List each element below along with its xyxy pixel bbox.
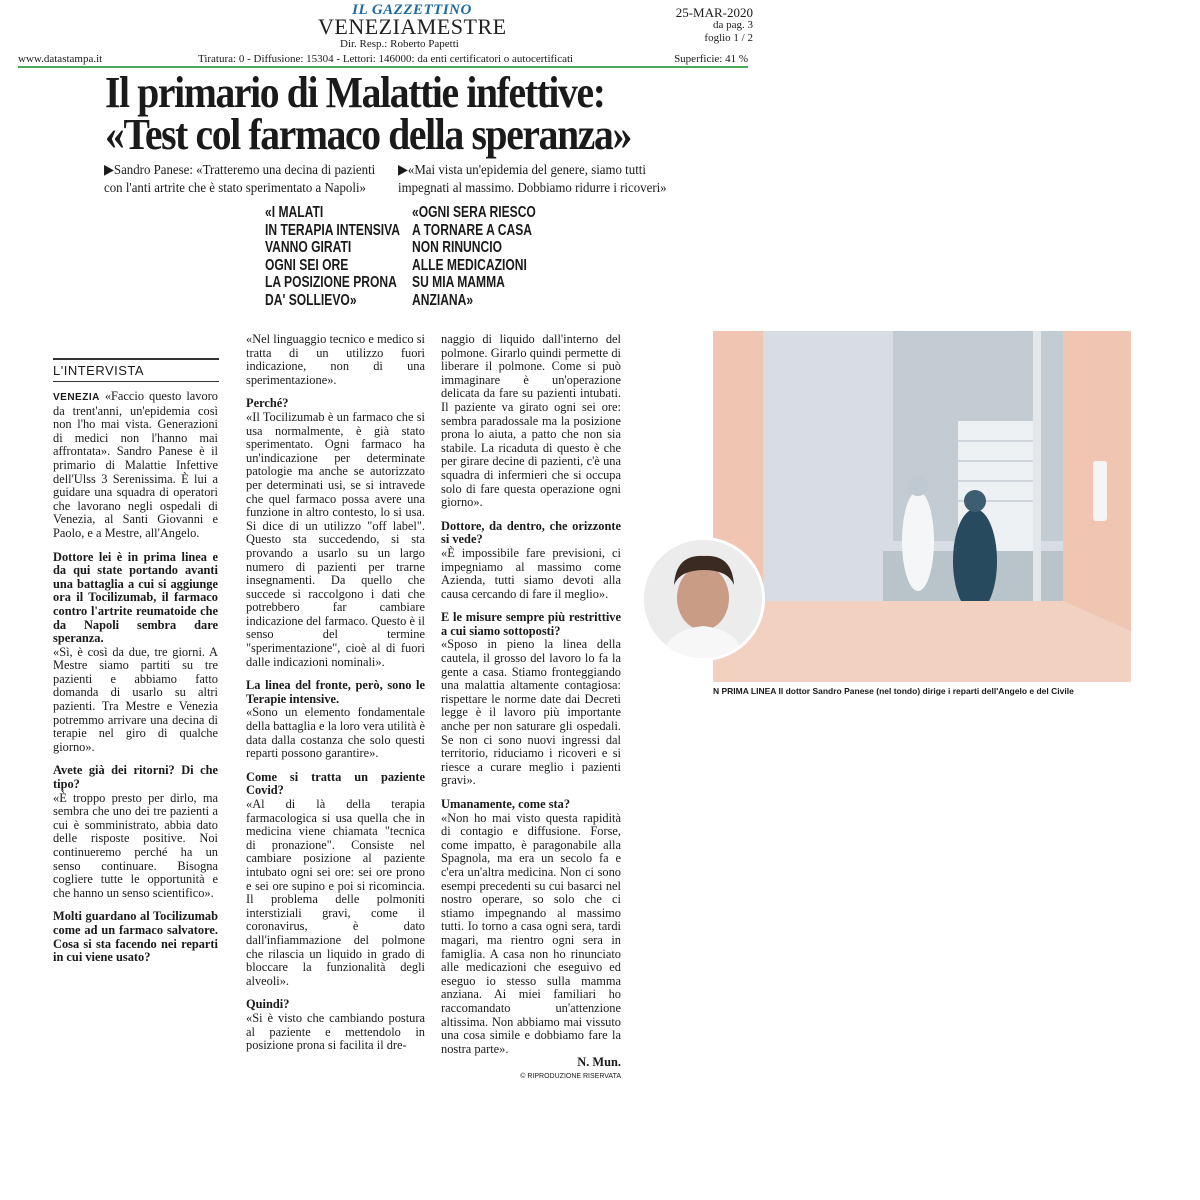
answer: «Non ho mai visto questa rapidità di contagio e diffusione. Forse, come impatto, è paragonabile alla Spagnola, ma era un secolo fa e c'era un'altra medicina. Non ci sono esempi precedenti su cui basarci nel nostro operare, so solo che ci stiamo impegnando al massimo tutti. Io torno a casa ogni sera, tardi magari, ma rientro ogni sera in famiglia. A casa non ho rinunciato alle medicazioni che eseguivo ed eseguo io stesso sulla mamma anziana. Ai miei familiari ho raccomandato un'attenzione altissima. Non abbiamo mai vissuto una cosa simile e dobbiamo fare la nostra parte». (441, 810, 621, 1056)
circulation-info: Tiratura: 0 - Diffusione: 15304 - Lettori: 146000: da enti certificatori o autocertificati (198, 53, 574, 65)
article-column-2 (246, 333, 425, 1053)
hospital-photo-illustration (713, 331, 1131, 682)
question: Umanamente, come sta? (441, 797, 571, 811)
question: Molti guardano al Tocilizumab come ad un farmaco salvatore. Cosa si sta facendo nei reparti in cui viene usato? (53, 909, 218, 965)
answer: «Sono un elemento fondamentale della battaglia e la loro vera utilità è data dalla costanza che solo questi reparti possono garantire». (246, 705, 425, 761)
article-column-3 (441, 333, 621, 1083)
pullquote-left: «I MALATI IN TERAPIA INTENSIVA VANNO GIRATI OGNI SEI ORE LA POSIZIONE PRONA DA' SOLLIEVO» (265, 204, 401, 309)
question: Perché? (246, 396, 289, 411)
clipping-sheet: foglio 1 / 2 (704, 32, 753, 44)
author-signature: N. Mun. (577, 1055, 621, 1070)
answer: naggio di liquido dall'interno del polmone. Girarlo quindi permette di liberare il polmone. Come si può immaginare è un'operazione delicata da fare su pazienti intubati. Il paziente va girato ogni sei ore: sembra paradossale ma la posizione prona lo aiuta, a patto che non sia stabile. La ricaduta di questo è che per girare decine di pazienti, c'è una squadra di infermieri che si occupa solo di fare questa operazione ogni giorno». (441, 332, 621, 510)
headline-line-1: Il primario di Malattie infettive: (105, 68, 605, 117)
question: Quindi? (246, 997, 290, 1012)
answer: «Al di là della terapia farmacologica si usa quella che in medicina viene chiamata "tecnica di pronazione". Consiste nel cambiare posizione al paziente intubato ogni sei ore: sei ore prono e sei ore supino e poi si ricomincia. Il problema delle polmoniti interstiziali gravi, come il coronavirus, è dato dall'infiammazione del polmone che rilascia un liquido in grado di bloccare la funzionalità degli alveoli». (246, 797, 425, 988)
portrait-illustration (644, 540, 762, 658)
answer: «È impossibile fare previsioni, ci impegniamo al massimo come Azienda, tutti siamo devoti alla causa cercando di fare il meglio». (441, 545, 621, 601)
answer: «Sposo in pieno la linea della cautela, il grosso del lavoro lo fa la gente a casa. Stiamo fronteggiando una malattia altamente contagiosa: rispettare le norme date dai Decreti legge è il lavoro più importante anche per non saturare gli ospedali. Se non ci sono nuovi ingressi dal territorio, riduciamo i ricoveri e si riesce a curare meglio i pazienti gravi». (441, 637, 621, 788)
clipping-meta (650, 6, 753, 45)
photo-caption: N PRIMA LINEA Il dottor Sandro Panese (nel tondo) dirige i reparti dell'Angelo e del Civile (713, 686, 1074, 696)
answer: «È troppo presto per dirlo, ma sembra che uno dei tre pazienti a cui è somministrato, abbia dato delle risposte positive. Noi continueremo perché ha un senso continuare. Bisogna cogliere tutte le opportunità e che hanno un senso scientifico». (53, 790, 218, 900)
answer: «Il Tocilizumab è un farmaco che si usa normalmente, è già stato sperimentato. Ogni farmaco ha un'indicazione per determinate patologie ma anche se autorizzato per determinati usi, se si intravede che quel farmaco possa avere una funzione in altro contesto, lo si usa. Si dice di un utilizzo "off label". Questo sta succedendo, si sta provando a usarlo su un largo numero di pazienti per trarne insegnamenti. Da quello che succede si raccolgono i dati che potrebbero far cambiare indicazione del farmaco. Questo è il senso del termine "sperimentazione", cioè al di fuori dalle indicazioni nominali». (246, 409, 425, 669)
subhead-left: ▶Sandro Panese: «Tratteremo una decina di pazienti con l'anti artrite che è stato sperimentato a Napoli» (104, 163, 376, 196)
article-intro: VENEZIA «Faccio questo lavoro da trent'anni, un'epidemia così non l'ho mai vista. Generazioni di medici non l'hanno mai affrontata». Sandro Panese è il primario di Malattie Infettive dell'Ulss 3 Serenissima. È lui a guidare una squadra di operatori che lavorano negli ospedali di Venezia, al Santi Giovanni e Paolo, e a Mestre, all'Angelo. (53, 389, 218, 540)
source-site: www.datastampa.it (18, 53, 103, 65)
answer: «Si è visto che cambiando postura al paziente e mettendolo in posizione prona si facilita il dre- (246, 1010, 425, 1053)
masthead-edition: VENEZIAMESTRE (318, 14, 507, 39)
section-label: L'INTERVISTA (53, 358, 219, 382)
hospital-photo (713, 331, 1131, 682)
answer: «Sì, è così da due, tre giorni. A Mestre siamo partiti su tre pazienti e abbiamo fatto domanda di usarlo su altri pazienti. Tra Mestre e Venezia potremmo arrivare una decina di terapie nel giro di qualche giorno». (53, 644, 218, 754)
portrait-photo (641, 537, 765, 661)
clipping-date: 25-MAR-2020 (675, 5, 753, 20)
question: E le misure sempre più restrittive a cui siamo sottoposti? (441, 610, 621, 638)
question: Dottore lei è in prima linea e da qui state portando avanti una battaglia a cui si aggiunge ora il Tocilizumab, il farmaco contro l'artrite reumatoide che da Napoli sembra dare speranza. (53, 549, 218, 646)
pullquote-right: «OGNI SERA RIESCO A TORNARE A CASA NON RINUNCIO ALLE MEDICAZIONI SU MIA MAMMA ANZIANA» (412, 204, 536, 309)
answer: «Nel linguaggio tecnico e medico si tratta di un utilizzo fuori indicazione, non di una sperimentazione». (246, 332, 425, 387)
dateline: VENEZIA (53, 392, 100, 403)
question: Come si tratta un paziente Covid? (246, 769, 425, 798)
masthead-publication: IL GAZZETTINO (352, 2, 472, 18)
question: La linea del fronte, però, sono le Terapie intensive. (246, 678, 425, 706)
question: Dottore, da dentro, che orizzonte si vede? (441, 518, 621, 547)
article-column-1 (53, 390, 218, 965)
masthead-director: Dir. Resp.: Roberto Papetti (340, 38, 459, 50)
headline (105, 68, 663, 159)
question: Avete già dei ritorni? Di che tipo? (53, 763, 218, 792)
clipping-page: da pag. 3 (712, 19, 753, 31)
headline-line-2: «Test col farmaco della speranza» (105, 110, 631, 159)
subhead-right: ▶«Mai vista un'epidemia del genere, siamo tutti impegnati al massimo. Dobbiamo ridurre i ricoveri» (398, 163, 667, 196)
surface-info: Superficie: 41 % (674, 53, 748, 65)
copyright-notice: © RIPRODUZIONE RISERVATA (520, 1072, 621, 1080)
